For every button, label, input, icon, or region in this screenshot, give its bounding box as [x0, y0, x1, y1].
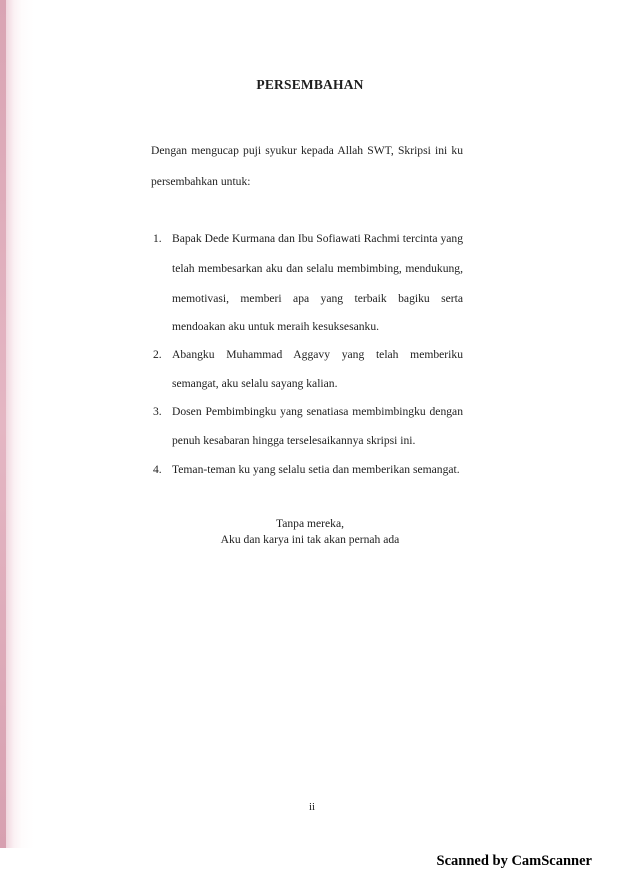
intro-line-1: Dengan mengucap puji syukur kepada Allah SWT, Skripsi ini ku — [151, 144, 463, 157]
closing-line-2: Aku dan karya ini tak akan pernah ada — [220, 533, 400, 546]
item-2-line-2: semangat, aku selalu sayang kalian. — [172, 377, 338, 390]
intro-line-2: persembahkan untuk: — [151, 175, 251, 188]
item-1-line-1: Bapak Dede Kurmana dan Ibu Sofiawati Rachmi tercinta yang — [172, 232, 463, 245]
page-title: PERSEMBAHAN — [256, 77, 364, 92]
item-1-number: 1. — [153, 232, 162, 245]
page-number: ii — [308, 801, 316, 813]
page-left-edge — [0, 0, 6, 848]
item-1-line-3: memotivasi, memberi apa yang terbaik bagiku serta — [172, 292, 463, 305]
item-2-number: 2. — [153, 348, 162, 361]
item-3-line-1: Dosen Pembimbingku yang senatiasa membimbingku dengan — [172, 405, 463, 418]
item-2-line-1: Abangku Muhammad Aggavy yang telah memberiku — [172, 348, 463, 361]
item-3-line-2: penuh kesabaran hingga terselesaikannya skripsi ini. — [172, 434, 416, 447]
closing-line-1: Tanpa mereka, — [275, 517, 345, 530]
camscanner-watermark: Scanned by CamScanner — [436, 853, 592, 869]
item-4-line-1: Teman-teman ku yang selalu setia dan memberikan semangat. — [172, 463, 460, 476]
item-3-number: 3. — [153, 405, 162, 418]
item-4-number: 4. — [153, 463, 162, 476]
item-1-line-2: telah membesarkan aku dan selalu membimbing, mendukung, — [172, 262, 463, 275]
item-1-line-4: mendoakan aku untuk meraih kesuksesanku. — [172, 320, 380, 333]
